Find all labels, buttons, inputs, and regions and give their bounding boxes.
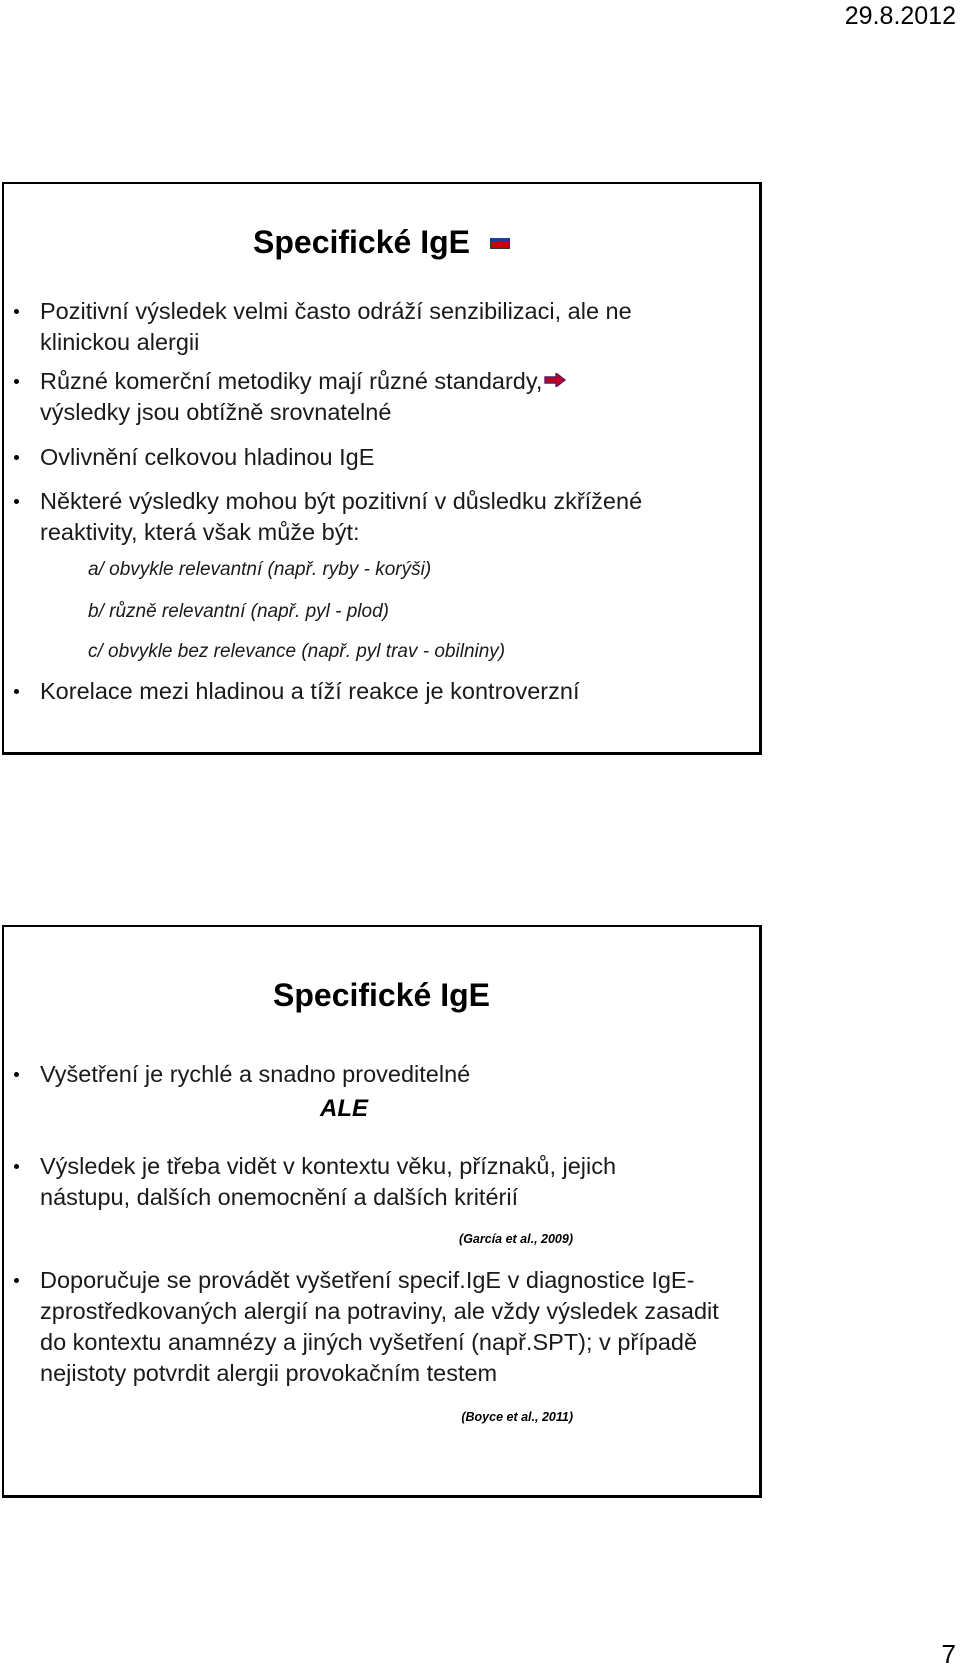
sub-item: a/ obvykle relevantní (např. ryby - korýši) xyxy=(88,559,432,580)
sub-item: b/ různě relevantní (např. pyl - plod) xyxy=(88,601,389,622)
slide-title-text: Specifické IgE xyxy=(253,224,470,260)
slide-2 xyxy=(2,925,762,1498)
bullet-item: Některé výsledky mohou být pozitivní v důsledku zkřížené reaktivity, která však může být: xyxy=(40,486,680,548)
slide-1 xyxy=(2,182,762,755)
citation: (Boyce et al., 2011) xyxy=(461,1410,573,1424)
arrow-right-icon xyxy=(544,373,566,387)
bullet-item: Pozitivní výsledek velmi často odráží senzibilizaci, ale ne klinickou alergii xyxy=(40,296,690,358)
bullet-item: Výsledek je třeba vidět v kontextu věku, příznaků, jejich nástupu, dalších onemocnění a dalších kritérií xyxy=(40,1151,690,1213)
page-number: 7 xyxy=(941,1639,956,1669)
bullet-item xyxy=(40,366,740,428)
bullet-item: Vyšetření je rychlé a snadno proveditelné xyxy=(40,1059,740,1090)
bullet-text-continued: výsledky jsou obtížně srovnatelné xyxy=(40,399,392,425)
slide-title xyxy=(4,224,759,261)
ale-label: ALE xyxy=(320,1095,368,1122)
bullet-item: Doporučuje se provádět vyšetření specif.IgE v diagnostice IgE-zprostředkovaných alergií na potraviny, ale vždy výsledek zasadit do kontextu anamnézy a jiných vyšetření (např.SPT); v případě nejistoty potvrdit alergii provokačním testem xyxy=(40,1265,746,1389)
bullet-item: Korelace mezi hladinou a tíží reakce je kontroverzní xyxy=(40,676,740,707)
sub-item: c/ obvykle bez relevance (např. pyl trav - obilniny) xyxy=(88,641,506,662)
slide-title: Specifické IgE xyxy=(273,977,490,1013)
bullet-item: Ovlivnění celkovou hladinou IgE xyxy=(40,442,740,473)
flag-icon xyxy=(490,238,510,249)
page-date: 29.8.2012 xyxy=(844,2,956,30)
citation: (García et al., 2009) xyxy=(459,1232,573,1246)
bullet-text: Různé komerční metodiky mají různé standardy, xyxy=(40,368,543,394)
